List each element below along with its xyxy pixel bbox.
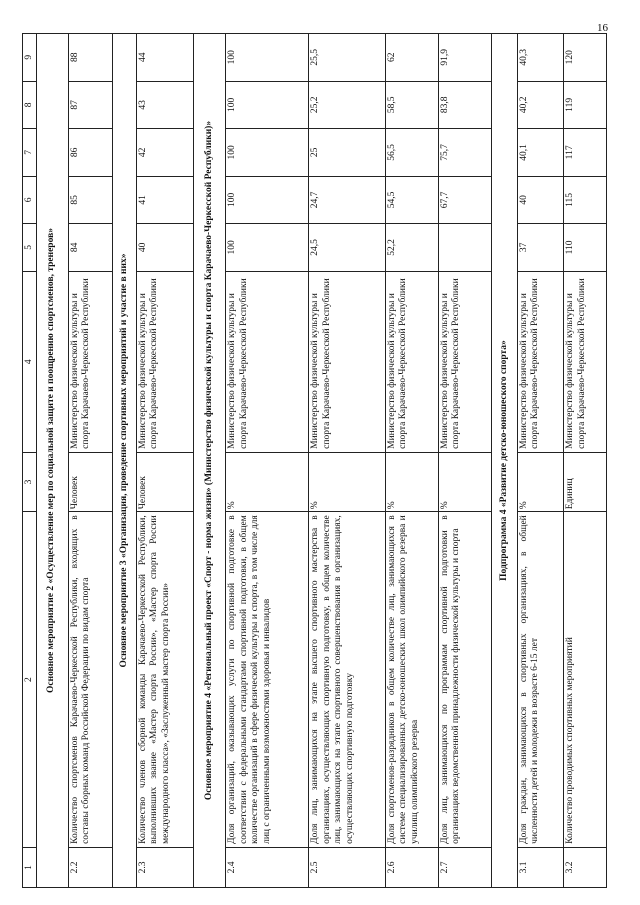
- section-title-row: [194, 34, 226, 888]
- table-row: [564, 34, 607, 888]
- section-title-row: [36, 34, 68, 888]
- section-title: Основное мероприятие 4 «Региональный проект «Спорт - норма жизни» (Министерство физической культуры и спорта Карачаево-Черкесской Республики)»: [194, 34, 226, 888]
- col-header: 6: [23, 176, 37, 224]
- row-number: 2.3: [136, 847, 193, 887]
- unit-cell: %: [517, 452, 564, 511]
- table-row: [226, 34, 309, 888]
- section-title-row: [492, 34, 518, 888]
- value-cell: 40,1: [517, 129, 564, 177]
- value-cell: 75,7: [438, 129, 491, 177]
- value-cell: 100: [226, 176, 309, 224]
- value-cell: 86: [68, 129, 113, 177]
- value-cell: 110: [564, 224, 607, 272]
- value-cell: [438, 224, 491, 272]
- unit-cell: %: [385, 452, 438, 511]
- value-cell: 85: [68, 176, 113, 224]
- row-number: 3.2: [564, 847, 607, 887]
- value-cell: 84: [68, 224, 113, 272]
- col-header: 8: [23, 81, 37, 129]
- value-cell: 42: [136, 129, 193, 177]
- indicator-name: Количество проводимых спортивных мероприятий: [564, 512, 607, 848]
- value-cell: 25: [309, 129, 386, 177]
- col-header: 2: [23, 512, 37, 848]
- col-header: 7: [23, 129, 37, 177]
- indicator-name: Доля лиц, занимающихся на этапе высшего спортивного мастерства в организациях, осуществляющих спортивную подготовку, в общем количестве лиц, занимающихся на этапе спортивного совершенствования в организациях, осуществляющих спортивную подготовку: [309, 512, 386, 848]
- value-cell: 41: [136, 176, 193, 224]
- value-cell: 56,5: [385, 129, 438, 177]
- unit-cell: Единиц: [564, 452, 607, 511]
- section-title: Основное мероприятие 2 «Осуществление мер по социальной защите и поощрению спортсменов, тренеров»: [36, 34, 68, 888]
- col-header: 5: [23, 224, 37, 272]
- value-cell: 119: [564, 81, 607, 129]
- value-cell: 83,8: [438, 81, 491, 129]
- table-row: [517, 34, 564, 888]
- section-title: Подпрограмма 4 «Развитие детско-юношеского спорта»: [492, 34, 518, 888]
- value-cell: 40,2: [517, 81, 564, 129]
- value-cell: 25,5: [309, 34, 386, 82]
- value-cell: 24,7: [309, 176, 386, 224]
- section-title: Основное мероприятие 3 «Организация, проведение спортивных мероприятий и участие в них»: [113, 34, 136, 888]
- value-cell: 100: [226, 34, 309, 82]
- row-number: 2.6: [385, 847, 438, 887]
- value-cell: 37: [517, 224, 564, 272]
- executor-cell: Министерство физической культуры и спорта Карачаево-Черкесской Республики: [68, 271, 113, 452]
- value-cell: 40: [136, 224, 193, 272]
- value-cell: 120: [564, 34, 607, 82]
- value-cell: 117: [564, 129, 607, 177]
- section-title-row: [113, 34, 136, 888]
- value-cell: 44: [136, 34, 193, 82]
- value-cell: 52,2: [385, 224, 438, 272]
- table-header-row: [23, 34, 37, 888]
- indicator-name: Количество спортсменов Карачаево-Черкесской Республики, входящих в составы сборных команд Российской Федерации по видам спорта: [68, 512, 113, 848]
- value-cell: 100: [226, 129, 309, 177]
- col-header: 3: [23, 452, 37, 511]
- executor-cell: Министерство физической культуры и спорта Карачаево-Черкесской Республики: [517, 271, 564, 452]
- row-number: 2.2: [68, 847, 113, 887]
- executor-cell: Министерство физической культуры и спорта Карачаево-Черкесской Республики: [226, 271, 309, 452]
- unit-cell: Человек: [136, 452, 193, 511]
- value-cell: 115: [564, 176, 607, 224]
- col-header: 1: [23, 847, 37, 887]
- executor-cell: Министерство физической культуры и спорта Карачаево-Черкесской Республики: [309, 271, 386, 452]
- unit-cell: %: [309, 452, 386, 511]
- table-row: [309, 34, 386, 888]
- value-cell: 40: [517, 176, 564, 224]
- indicator-name: Доля лиц, занимающихся по программам спортивной подготовки в организациях ведомственной принадлежности физической культуры и спорта: [438, 512, 491, 848]
- executor-cell: Министерство физической культуры и спорта Карачаево-Черкесской Республики: [564, 271, 607, 452]
- value-cell: 100: [226, 81, 309, 129]
- page-number: 16: [597, 22, 608, 34]
- row-number: 2.7: [438, 847, 491, 887]
- row-number: 2.4: [226, 847, 309, 887]
- col-header: 9: [23, 34, 37, 82]
- indicator-name: Доля граждан, занимающихся в спортивных организациях, в общей численности детей и молодежи в возрасте 6-15 лет: [517, 512, 564, 848]
- value-cell: 100: [226, 224, 309, 272]
- executor-cell: Министерство физической культуры и спорта Карачаево-Черкесской Республики: [385, 271, 438, 452]
- value-cell: 24,5: [309, 224, 386, 272]
- table-row: [385, 34, 438, 888]
- executor-cell: Министерство физической культуры и спорта Карачаево-Черкесской Республики: [438, 271, 491, 452]
- value-cell: 25,2: [309, 81, 386, 129]
- rotated-page-content: [22, 33, 607, 888]
- value-cell: 88: [68, 34, 113, 82]
- indicator-name: Доля организаций, оказывающих услуги по спортивной подготовке в соответствии с федеральными стандартами спортивной подготовки, в общем количестве организаций в сфере физической культуры и спорта, в том числе для лиц с ограниченными возможностями здоровья и инвалидов: [226, 512, 309, 848]
- row-number: 3.1: [517, 847, 564, 887]
- table-row: [136, 34, 193, 888]
- value-cell: 54,5: [385, 176, 438, 224]
- value-cell: 87: [68, 81, 113, 129]
- unit-cell: %: [438, 452, 491, 511]
- row-number: 2.5: [309, 847, 386, 887]
- value-cell: 40,3: [517, 34, 564, 82]
- indicator-name: Количество членов сборной команды Карачаево-Черкесской Республики, выполнивших звание «Мастер спорта России», «Мастер спорта России международного класса», «Заслуженный мастер спорта России»: [136, 512, 193, 848]
- value-cell: 58,5: [385, 81, 438, 129]
- unit-cell: %: [226, 452, 309, 511]
- value-cell: 91,9: [438, 34, 491, 82]
- table-row: [68, 34, 113, 888]
- unit-cell: Человек: [68, 452, 113, 511]
- table-row: [438, 34, 491, 888]
- indicator-name: Доля спортсменов-разрядников в общем количестве лиц, занимающихся в системе специализированных детско-юношеских школ олимпийского резерва и училищ олимпийского резерва: [385, 512, 438, 848]
- value-cell: 67,7: [438, 176, 491, 224]
- value-cell: 43: [136, 81, 193, 129]
- indicators-table: [22, 33, 607, 888]
- col-header: 4: [23, 271, 37, 452]
- value-cell: 62: [385, 34, 438, 82]
- executor-cell: Министерство физической культуры и спорта Карачаево-Черкесской Республики: [136, 271, 193, 452]
